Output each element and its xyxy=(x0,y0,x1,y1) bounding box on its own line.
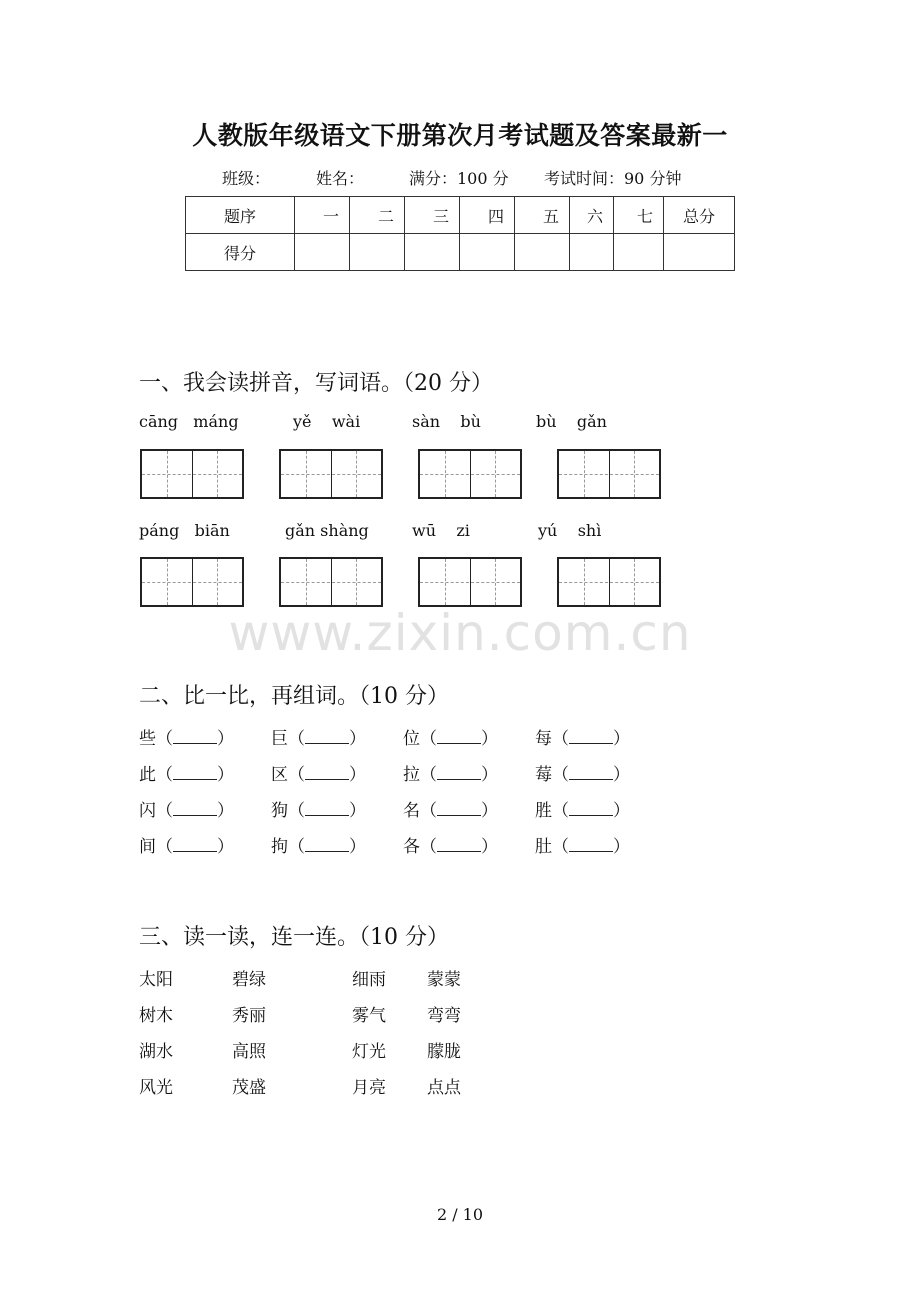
name-label: 姓名： xyxy=(316,169,365,188)
answer-blank[interactable] xyxy=(437,837,481,852)
watermark: www.zixin.com.cn xyxy=(228,604,692,662)
page-title: 人教版年级语文下册第次月考试题及答案最新一 xyxy=(192,121,728,150)
answer-blank[interactable] xyxy=(569,729,613,744)
compare-item: 肚（ ） xyxy=(535,837,630,857)
match-word[interactable]: 茂盛 xyxy=(232,1078,266,1098)
answer-blank[interactable] xyxy=(305,729,349,744)
answer-blank[interactable] xyxy=(305,837,349,852)
column-7: 七 xyxy=(614,197,664,234)
section1-heading: 一、我会读拼音，写词语。（20 分） xyxy=(139,371,493,396)
compare-item: 间（ ） xyxy=(139,837,234,857)
page-number: 2 / 10 xyxy=(436,1205,484,1224)
match-word[interactable]: 秀丽 xyxy=(232,1006,266,1026)
writing-grid[interactable] xyxy=(279,449,383,499)
compare-item: 各（ ） xyxy=(403,837,498,857)
compare-char: 此 xyxy=(139,765,156,785)
match-word[interactable]: 点点 xyxy=(427,1078,461,1098)
compare-char: 闪 xyxy=(139,801,156,821)
writing-grid[interactable] xyxy=(557,557,661,607)
answer-blank[interactable] xyxy=(305,765,349,780)
score-table-score-row xyxy=(186,234,735,271)
match-word[interactable]: 太阳 xyxy=(139,970,173,990)
compare-item: 胜（ ） xyxy=(535,801,630,821)
match-word[interactable]: 树木 xyxy=(139,1006,173,1026)
header-label: 题序 xyxy=(186,197,295,234)
match-word[interactable]: 雾气 xyxy=(352,1006,386,1026)
compare-char: 区 xyxy=(271,765,288,785)
compare-char: 名 xyxy=(403,801,420,821)
score-cell[interactable] xyxy=(614,234,664,271)
score-cell[interactable] xyxy=(570,234,614,271)
compare-item: 拉（ ） xyxy=(403,765,498,785)
compare-char: 些 xyxy=(139,729,156,749)
match-word[interactable]: 月亮 xyxy=(352,1078,386,1098)
compare-item: 区（ ） xyxy=(271,765,366,785)
match-word[interactable]: 湖水 xyxy=(139,1042,173,1062)
total-label: 总分 xyxy=(664,197,735,234)
pinyin-label: cāng máng xyxy=(139,412,239,431)
pinyin-label: wū zi xyxy=(412,521,470,540)
class-label: 班级： xyxy=(222,169,271,188)
column-3: 三 xyxy=(405,197,460,234)
compare-item: 些（ ） xyxy=(139,729,234,749)
match-word[interactable]: 细雨 xyxy=(352,970,386,990)
compare-char: 位 xyxy=(403,729,420,749)
compare-char: 间 xyxy=(139,837,156,857)
compare-item: 此（ ） xyxy=(139,765,234,785)
writing-grid[interactable] xyxy=(140,557,244,607)
column-6: 六 xyxy=(570,197,614,234)
exam-time-label: 考试时间：90 分钟 xyxy=(544,169,682,188)
compare-item: 拘（ ） xyxy=(271,837,366,857)
match-word[interactable]: 蒙蒙 xyxy=(427,970,461,990)
pinyin-label: yě wài xyxy=(293,412,361,431)
column-5: 五 xyxy=(515,197,570,234)
match-word[interactable]: 碧绿 xyxy=(232,970,266,990)
writing-grid[interactable] xyxy=(418,449,522,499)
answer-blank[interactable] xyxy=(173,801,217,816)
score-cell[interactable] xyxy=(350,234,405,271)
writing-grid[interactable] xyxy=(279,557,383,607)
score-table-header-row xyxy=(186,197,735,234)
compare-char: 每 xyxy=(535,729,552,749)
score-cell[interactable] xyxy=(405,234,460,271)
compare-item: 每（ ） xyxy=(535,729,630,749)
pinyin-label: gǎn shàng xyxy=(285,521,369,540)
column-4: 四 xyxy=(460,197,515,234)
column-1: 一 xyxy=(295,197,350,234)
answer-blank[interactable] xyxy=(569,765,613,780)
pinyin-label: páng biān xyxy=(139,521,230,540)
compare-char: 巨 xyxy=(271,729,288,749)
compare-item: 闪（ ） xyxy=(139,801,234,821)
answer-blank[interactable] xyxy=(569,801,613,816)
score-cell[interactable] xyxy=(295,234,350,271)
score-cell[interactable] xyxy=(515,234,570,271)
compare-item: 巨（ ） xyxy=(271,729,366,749)
compare-char: 各 xyxy=(403,837,420,857)
compare-char: 肚 xyxy=(535,837,552,857)
score-cell[interactable] xyxy=(460,234,515,271)
pinyin-label: bù gǎn xyxy=(536,412,607,431)
answer-blank[interactable] xyxy=(437,765,481,780)
pinyin-label: yú shì xyxy=(538,521,602,540)
match-word[interactable]: 风光 xyxy=(139,1078,173,1098)
answer-blank[interactable] xyxy=(569,837,613,852)
match-word[interactable]: 弯弯 xyxy=(427,1006,461,1026)
score-table xyxy=(185,196,735,271)
compare-item: 莓（ ） xyxy=(535,765,630,785)
answer-blank[interactable] xyxy=(173,837,217,852)
compare-item: 位（ ） xyxy=(403,729,498,749)
writing-grid[interactable] xyxy=(418,557,522,607)
compare-item: 狗（ ） xyxy=(271,801,366,821)
compare-char: 拉 xyxy=(403,765,420,785)
section2-heading: 二、比一比，再组词。（10 分） xyxy=(139,684,449,709)
pinyin-label: sàn bù xyxy=(412,412,481,431)
full-score-label: 满分：100 分 xyxy=(409,169,509,188)
score-cell[interactable] xyxy=(664,234,735,271)
match-word[interactable]: 高照 xyxy=(232,1042,266,1062)
section3-heading: 三、读一读，连一连。（10 分） xyxy=(139,925,449,950)
compare-char: 胜 xyxy=(535,801,552,821)
writing-grid[interactable] xyxy=(557,449,661,499)
compare-char: 莓 xyxy=(535,765,552,785)
compare-item: 名（ ） xyxy=(403,801,498,821)
compare-char: 狗 xyxy=(271,801,288,821)
answer-blank[interactable] xyxy=(437,801,481,816)
match-word[interactable]: 灯光 xyxy=(352,1042,386,1062)
writing-grid[interactable] xyxy=(140,449,244,499)
match-word[interactable]: 朦胧 xyxy=(427,1042,461,1062)
answer-blank[interactable] xyxy=(305,801,349,816)
column-2: 二 xyxy=(350,197,405,234)
answer-blank[interactable] xyxy=(173,729,217,744)
answer-blank[interactable] xyxy=(173,765,217,780)
compare-char: 拘 xyxy=(271,837,288,857)
score-label: 得分 xyxy=(186,234,295,271)
answer-blank[interactable] xyxy=(437,729,481,744)
